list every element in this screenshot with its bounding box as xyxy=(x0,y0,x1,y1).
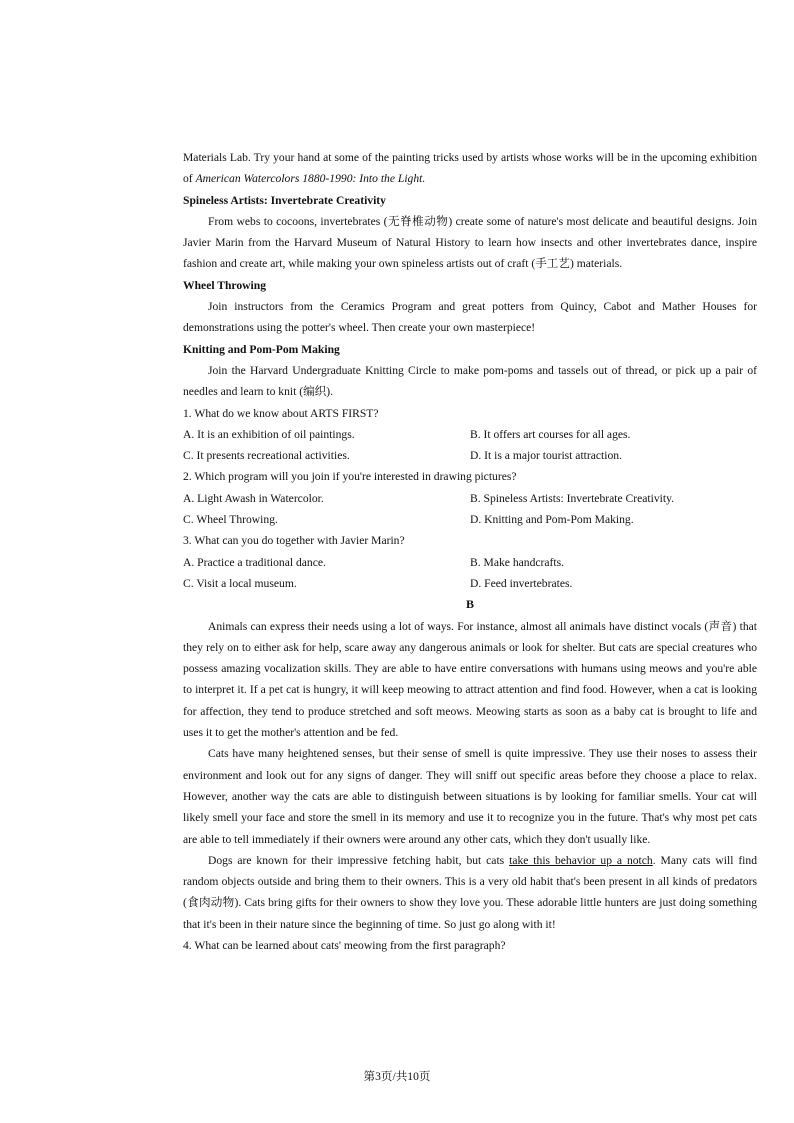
passage-paragraph: Animals can express their needs using a lot of ways. For instance, almost all animals have distinct vocals (声音) that they rely on to either ask for help, scare away any dangerous animals or look for shelter. But cats are special creatures who possess amazing vocalization skills. They are able to have entire conversations with humans using meows and you're able to interpret it. If a pet cat is hungry, it will keep meowing to attract attention and find food. However, when a cat is looking for affection, they tend to produce stretched and soft meows. Meowing starts as soon as a baby cat is brought to life and uses it to get the mother's attention and be fed. xyxy=(183,619,757,740)
option: D. Feed invertebrates. xyxy=(470,576,573,590)
question-options xyxy=(183,424,757,467)
section-body: Join the Harvard Undergraduate Knitting Circle to make pom-poms and tassels out of thread, or pick up a pair of needles and learn to knit (编织). xyxy=(183,363,757,399)
question-options xyxy=(183,552,757,595)
intro-text: Materials Lab. Try your hand at some of the painting tricks used by artists whose works will be in the upcoming exhibition of xyxy=(183,151,757,186)
option: B. Spineless Artists: Invertebrate Creativity. xyxy=(470,491,675,505)
option: A. Practice a traditional dance. xyxy=(183,555,326,569)
passage-paragraph: Cats have many heightened senses, but their sense of smell is quite impressive. They use their noses to assess their environment and look out for any signs of danger. They will sniff out specific areas before they choose a place to relax. However, another way the cats are able to distinguish between situations is by looking for familiar smells. Your cat will likely smell your face and store the smell in its memory and use it to recognize you in the future. That's why most pet cats are able to tell immediately if their owners were around any other cats, which they don't usually like. xyxy=(183,747,757,846)
option: C. It presents recreational activities. xyxy=(183,449,350,463)
option: A. It is an exhibition of oil paintings. xyxy=(183,427,355,441)
question-stem: 1. What do we know about ARTS FIRST? xyxy=(183,406,379,420)
option: A. Light Awash in Watercolor. xyxy=(183,491,324,505)
question-stem: 3. What can you do together with Javier Marin? xyxy=(183,534,405,548)
section-body: From webs to cocoons, invertebrates (无脊椎动物) create some of nature's most delicate and beautiful designs. Join Javier Marin from the Harvard Museum of Natural History to learn how insects and other invertebrates dance, inspire fashion and create art, while making your own spineless artists out of craft (手工艺) materials. xyxy=(183,214,757,271)
option: B. Make handcrafts. xyxy=(470,555,565,569)
option: B. It offers art courses for all ages. xyxy=(470,427,631,441)
passage-label: B xyxy=(465,597,474,612)
paragraph-text: . Many cats will find random objects outside and bring them to their owners. This is a very old habit that's been present in all kinds of predators (食肉动物). Cats bring gifts for their owners to show they love you. These adorable little hunters are just doing something that it's been in their nature since the beginning of time. So just go along with it! xyxy=(183,853,757,931)
section-heading: Spineless Artists: Invertebrate Creativity xyxy=(183,193,386,207)
section-body: Join instructors from the Ceramics Program and great potters from Quincy, Cabot and Mather Houses for demonstrations using the potter's wheel. Then create your own masterpiece! xyxy=(183,300,757,335)
underlined-phrase: take this behavior up a notch xyxy=(509,853,653,867)
exhibition-title: American Watercolors 1880-1990: Into the Light. xyxy=(195,172,426,186)
option: D. Knitting and Pom-Pom Making. xyxy=(470,513,634,527)
paragraph-text: Dogs are known for their impressive fetching habit, but cats xyxy=(208,853,510,867)
option: D. It is a major tourist attraction. xyxy=(470,449,622,463)
question-stem: 4. What can be learned about cats' meowing from the first paragraph? xyxy=(183,938,506,952)
question-options xyxy=(183,488,757,531)
question-stem: 2. Which program will you join if you're interested in drawing pictures? xyxy=(183,470,517,484)
intro-paragraph xyxy=(183,147,757,190)
section-heading: Knitting and Pom-Pom Making xyxy=(183,342,340,356)
option: C. Wheel Throwing. xyxy=(183,513,278,527)
option: C. Visit a local museum. xyxy=(183,576,297,590)
document-body xyxy=(183,147,757,956)
section-heading: Wheel Throwing xyxy=(183,278,266,292)
passage-paragraph xyxy=(183,850,757,935)
page-number: 第3页/共10页 xyxy=(363,1070,431,1083)
